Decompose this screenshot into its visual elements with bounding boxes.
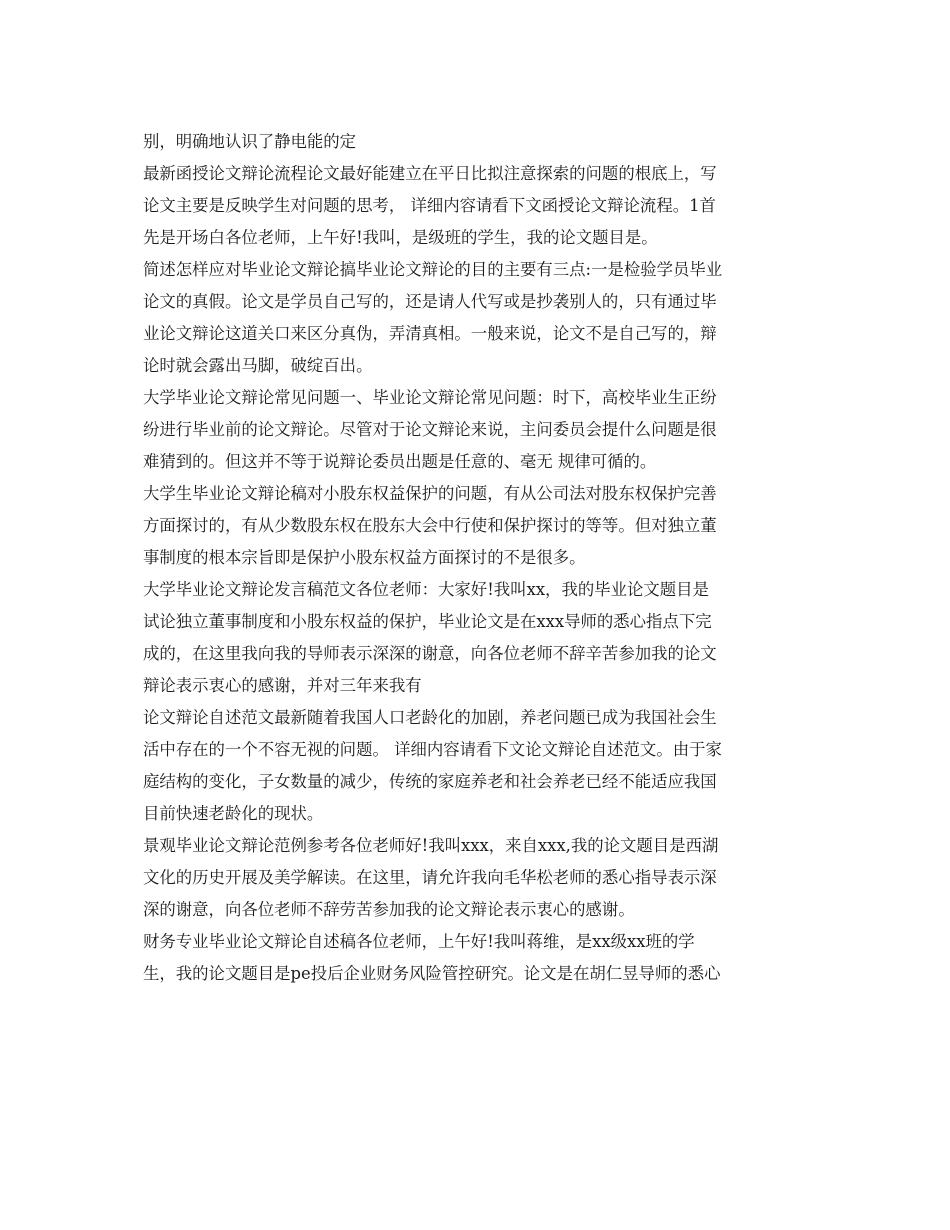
text-line: 论文辩论自述范文最新随着我国人口老龄化的加剧，养老问题已成为我国社会生 (143, 708, 717, 727)
text-line: 大学毕业论文辩论常见问题一、毕业论文辩论常见问题：时下，高校毕业生正纷 (143, 388, 717, 407)
text-line: 庭结构的变化，子女数量的减少，传统的家庭养老和社会养老已经不能适应我国 (143, 772, 717, 791)
text-line: 活中存在的一个不容无视的问题。 详细内容请看下文论文辩论自述范文。由于家 (143, 740, 722, 759)
text-line: 大学毕业论文辩论发言稿范文各位老师：大家好!我叫xx，我的毕业论文题目是 (143, 580, 709, 599)
text-line: 文化的历史开展及美学解读。在这里，请允许我向毛华松老师的悉心指导表示深 (143, 868, 717, 887)
text-line: 别，明确地认识了静电能的定 (143, 132, 357, 151)
text-line: 难猜到的。但这并不等于说辩论委员出题是任意的、毫无 规律可循的。 (143, 452, 657, 471)
text-line: 先是开场白各位老师，上午好!我叫，是级班的学生，我的论文题目是。 (143, 228, 658, 247)
text-line: 论文主要是反映学生对问题的思考， 详细内容请看下文函授论文辩论流程。1首 (143, 196, 716, 215)
text-line: 试论独立董事制度和小股东权益的保护，毕业论文是在xxx导师的悉心指点下完 (143, 612, 712, 631)
text-line: 景观毕业论文辩论范例参考各位老师好!我叫xxx，来自xxx,我的论文题目是西湖 (143, 836, 719, 855)
text-line: 事制度的根本宗旨即是保护小股东权益方面探讨的不是很多。 (143, 548, 586, 567)
text-line: 最新函授论文辩论流程论文最好能建立在平日比拟注意探索的问题的根底上，写 (143, 164, 717, 183)
text-line: 目前快速老龄化的现状。 (143, 804, 324, 823)
text-line: 论时就会露出马脚，破绽百出。 (143, 356, 373, 375)
text-line: 论文的真假。论文是学员自己写的，还是请人代写或是抄袭别人的，只有通过毕 (143, 292, 717, 311)
text-line: 业论文辩论这道关口来区分真伪，弄清真相。一般来说，论文不是自己写的，辩 (143, 324, 717, 343)
text-line: 方面探讨的，有从少数股东权在股东大会中行使和保护探讨的等等。但对独立董 (143, 516, 717, 535)
text-line: 深的谢意，向各位老师不辞劳苦参加我的论文辩论表示衷心的感谢。 (143, 900, 635, 919)
document-body (143, 126, 811, 990)
text-line: 大学生毕业论文辩论稿对小股东权益保护的问题，有从公司法对股东权保护完善 (143, 484, 717, 503)
text-line: 简述怎样应对毕业论文辩论搞毕业论文辩论的目的主要有三点:一是检验学员毕业 (143, 260, 723, 279)
text-line: 成的，在这里我向我的导师表示深深的谢意，向各位老师不辞辛苦参加我的论文 (143, 644, 717, 663)
text-line: 生，我的论文题目是pe投后企业财务风险管控研究。论文是在胡仁昱导师的悉心 (143, 964, 721, 983)
text-line: 纷进行毕业前的论文辩论。尽管对于论文辩论来说，主问委员会提什么问题是很 (143, 420, 717, 439)
text-line: 辩论表示衷心的感谢，并对三年来我有 (143, 676, 422, 695)
text-line: 财务专业毕业论文辩论自述稿各位老师，上午好!我叫蒋维，是xx级xx班的学 (143, 932, 695, 951)
